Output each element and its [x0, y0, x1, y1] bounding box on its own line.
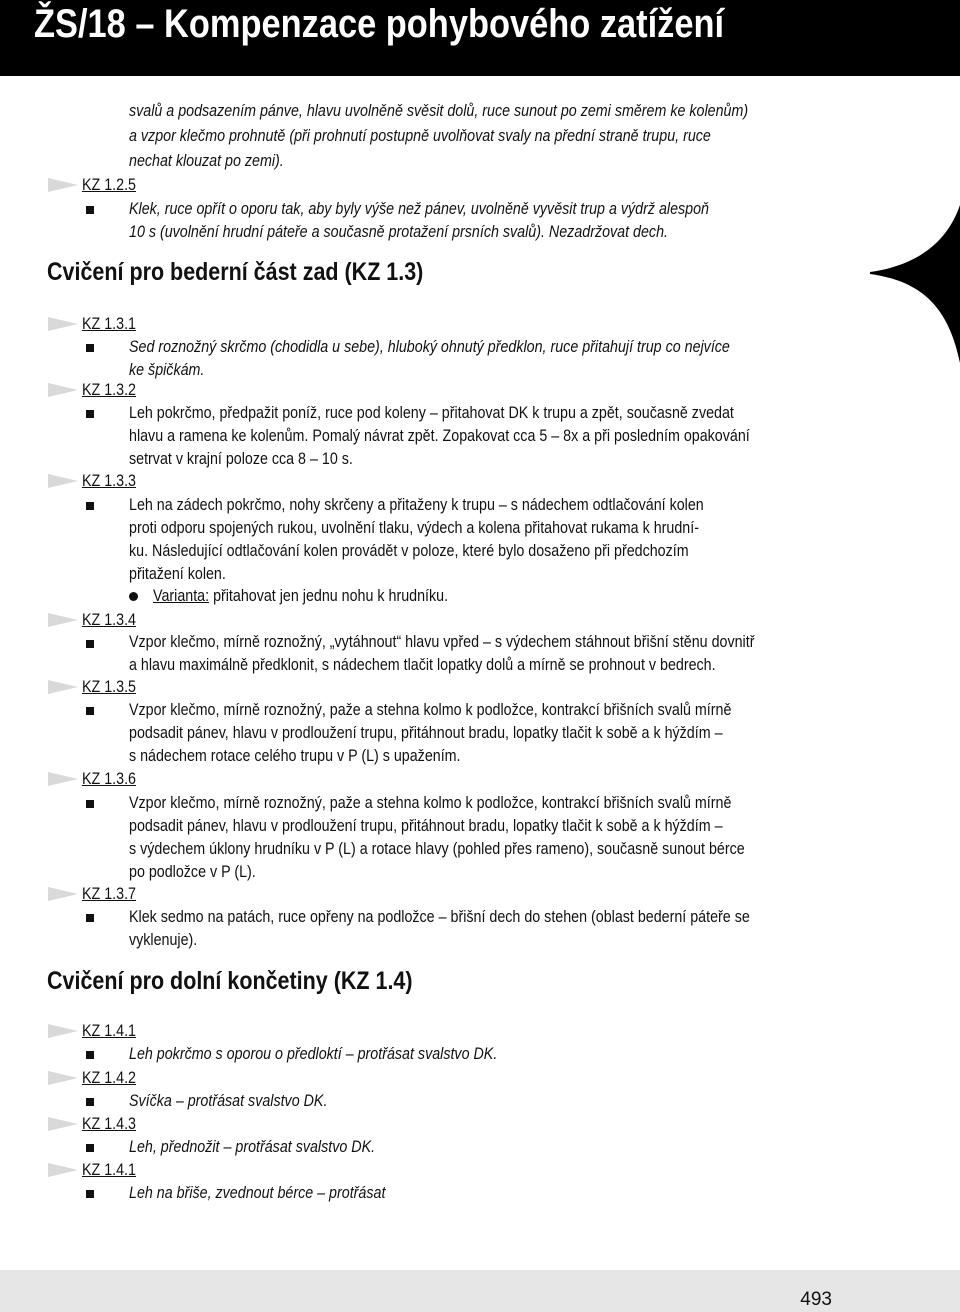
play-triangle-icon [48, 772, 78, 786]
square-bullet-icon [86, 1144, 94, 1152]
square-bullet-icon [86, 410, 94, 418]
page-number: 493 [800, 1289, 832, 1310]
registration-mark-icon [870, 205, 960, 363]
exercise-text-line: hlavu a ramena ke kolenům. Pomalý návrat zpět. Zopakovat cca 5 – 8x a při posledním opakování [129, 426, 750, 445]
exercise-code: KZ 1.3.2 [82, 380, 136, 399]
exercise-text-line: Vzpor klečmo, mírně roznožný, paže a stehna kolmo k podložce, kontrakcí břišních svalů mírně [129, 700, 732, 719]
square-bullet-icon [86, 707, 94, 715]
page-header [0, 0, 960, 76]
exercise-text-line: ku. Následující odtlačování kolen provádět v poloze, které bylo dosaženo při předchozím [129, 541, 689, 560]
exercise-text-line: Leh na břiše, zvednout bérce – protřásat [129, 1183, 386, 1202]
exercise-code: KZ 1.3.4 [82, 610, 136, 629]
play-triangle-icon [48, 1024, 78, 1038]
exercise-text-line: po podložce v P (L). [129, 862, 256, 881]
exercise-text-line: podsadit pánev, hlavu v prodloužení trupu, přitáhnout bradu, lopatky tlačit k sobě a k hýždím – [129, 723, 723, 742]
play-triangle-icon [48, 317, 78, 331]
square-bullet-icon [86, 502, 94, 510]
square-bullet-icon [86, 914, 94, 922]
exercise-code: KZ 1.3.5 [82, 677, 136, 696]
exercise-code: KZ 1.3.6 [82, 769, 136, 788]
exercise-text-line: Leh, přednožit – protřásat svalstvo DK. [129, 1137, 376, 1156]
exercise-code: KZ 1.2.5 [82, 175, 136, 194]
exercise-code: KZ 1.4.1 [82, 1021, 136, 1040]
exercise-text-line: s nádechem rotace celého trupu v P (L) s upažením. [129, 746, 461, 765]
square-bullet-icon [86, 1098, 94, 1106]
play-triangle-icon [48, 613, 78, 627]
exercise-code: KZ 1.3.7 [82, 884, 136, 903]
play-triangle-icon [48, 1163, 78, 1177]
variant-line [153, 584, 448, 607]
exercise-text-line: vyklenuje). [129, 930, 198, 949]
exercise-code: KZ 1.4.3 [82, 1114, 136, 1133]
square-bullet-icon [86, 206, 94, 214]
page-title: ŽS/18 – Kompenzace pohybového zatížení [34, 2, 725, 46]
exercise-text-line: Vzpor klečmo, mírně roznožný, paže a stehna kolmo k podložce, kontrakcí břišních svalů mírně [129, 793, 732, 812]
exercise-text-line: a hlavu maximálně předklonit, s nádechem tlačit lopatky dolů a mírně se prohnout v bedrech. [129, 655, 716, 674]
exercise-text-line: podsadit pánev, hlavu v prodloužení trupu, přitáhnout bradu, lopatky tlačit k sobě a k hýždím – [129, 816, 723, 835]
exercise-text-line: Klek, ruce opřít o oporu tak, aby byly výše než pánev, uvolněně vyvěsit trup a výdrž alespoň [129, 199, 709, 218]
exercise-text-line: setrvat v krajní poloze cca 8 – 10 s. [129, 449, 353, 468]
square-bullet-icon [86, 1190, 94, 1198]
play-triangle-icon [48, 474, 78, 488]
intro-line: svalů a podsazením pánve, hlavu uvolněně svěsit dolů, ruce sunout po zemi směrem ke kolenům) [129, 101, 749, 120]
variant-label: Varianta: [153, 586, 210, 605]
variant-text: přitahovat jen jednu nohu k hrudníku. [209, 586, 449, 605]
square-bullet-icon [86, 344, 94, 352]
exercise-text-line: přitažení kolen. [129, 564, 226, 583]
exercise-text-line: Leh pokrčmo s oporou o předloktí – protřásat svalstvo DK. [129, 1044, 498, 1063]
exercise-code: KZ 1.3.3 [82, 471, 136, 490]
exercise-text-line: Vzpor klečmo, mírně roznožný, „vytáhnout“ hlavu vpřed – s výdechem stáhnout břišní stěnu dovnitř [129, 632, 755, 651]
play-triangle-icon [48, 680, 78, 694]
exercise-text-line: 10 s (uvolnění hrudní páteře a současně protažení prsních svalů). Nezadržovat dech. [129, 222, 668, 241]
exercise-text-line: proti odporu spojených rukou, uvolnění tlaku, výdech a kolena přitahovat rukama k hrudní- [129, 518, 699, 537]
intro-line: a vzpor klečmo prohnutě (při prohnutí postupně uvolňovat svaly na přední straně trupu, ruce [129, 126, 711, 145]
intro-line: nechat klouzat po zemi). [129, 151, 284, 170]
play-triangle-icon [48, 383, 78, 397]
exercise-text-line: Klek sedmo na patách, ruce opřeny na podložce – břišní dech do stehen (oblast bederní páteře se [129, 907, 750, 926]
section-heading: Cvičení pro dolní končetiny (KZ 1.4) [47, 967, 413, 995]
exercise-text-line: Leh pokrčmo, předpažit poníž, ruce pod koleny – přitahovat DK k trupu a zpět, současně zvedat [129, 403, 734, 422]
play-triangle-icon [48, 178, 78, 192]
square-bullet-icon [86, 640, 94, 648]
round-bullet-icon [129, 592, 138, 601]
exercise-code: KZ 1.4.1 [82, 1160, 136, 1179]
exercise-code: KZ 1.3.1 [82, 314, 136, 333]
square-bullet-icon [86, 1051, 94, 1059]
exercise-code: KZ 1.4.2 [82, 1068, 136, 1087]
square-bullet-icon [86, 800, 94, 808]
exercise-text-line: Svíčka – protřásat svalstvo DK. [129, 1091, 328, 1110]
exercise-text-line: s výdechem úklony hrudníku v P (L) a rotace hlavy (pohled přes rameno), současně sunout bérce [129, 839, 745, 858]
play-triangle-icon [48, 1117, 78, 1131]
play-triangle-icon [48, 1071, 78, 1085]
exercise-text-line: Leh na zádech pokrčmo, nohy skrčeny a přitaženy k trupu – s nádechem odtlačování kolen [129, 495, 704, 514]
section-heading: Cvičení pro bederní část zad (KZ 1.3) [47, 258, 424, 286]
play-triangle-icon [48, 887, 78, 901]
exercise-text-line: ke špičkám. [129, 360, 205, 379]
exercise-text-line: Sed roznožný skrčmo (chodidla u sebe), hluboký ohnutý předklon, ruce přitahují trup co nejvíce [129, 337, 730, 356]
